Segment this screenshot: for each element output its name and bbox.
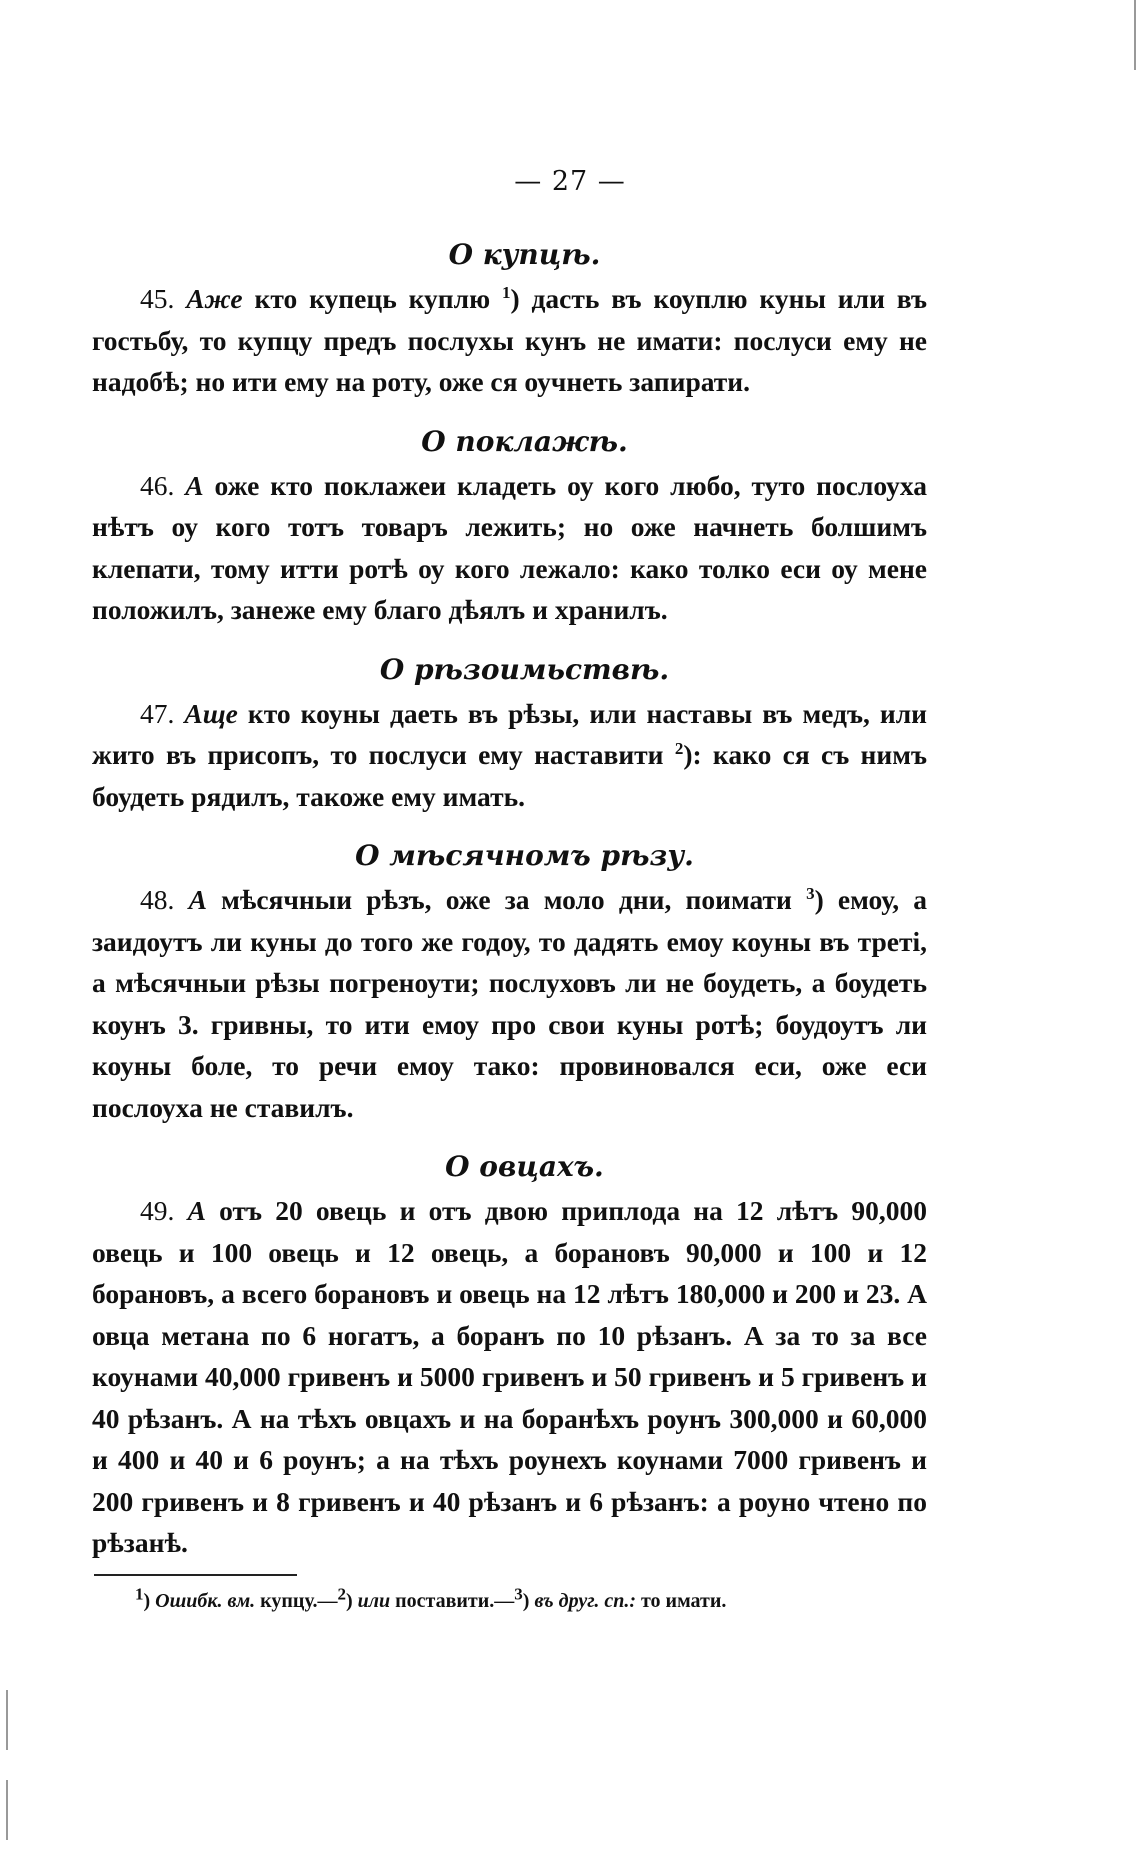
article-text: отъ 20 овець и отъ двою приплода на 12 лѣтъ 90,000 овець и 100 овець и 12 овець, а борановъ 90,000 и 100 и 12 борановъ, а всего борановъ и овець на 12 лѣтъ 180,000 и 200 и 23. А овца метана по 6 ногатъ, а боранъ по 10 рѣзанъ. А за то за все коунами 40,000 гривенъ и 5000 гривенъ и 50 гривенъ и 5 гривенъ и 40 рѣзанъ. А на тѣхъ овцахъ и на боранѣхъ роунъ 300,000 и 60,000 и 400 и 40 и 6 роунъ; а на тѣхъ роунехъ коунами 7000 гривенъ и 200 гривенъ и 8 гривенъ и 40 рѣзанъ и 6 рѣзанъ: а роуно чтено по рѣзанѣ. (92, 1195, 927, 1558)
article-text: кто коуны даеть въ рѣзы, или наставы въ медъ, или жито въ присопъ, то послуси ему наставити (92, 697, 927, 770)
article-number: 49. (140, 1195, 175, 1226)
scan-edge-mark (6, 1780, 8, 1840)
article-46 (92, 465, 927, 631)
footnote-label: въ друг. сп.: (534, 1590, 636, 1612)
article-number: 45. (140, 283, 175, 314)
article-text: ) дасть въ коуплю куны или въ гостьбу, то купцу предъ послухы кунъ не имати: послуси ему не надобѣ; но ити ему на роту, оже ся оучнеть запирати. (92, 283, 927, 397)
footnote-ref: 1 (501, 282, 511, 302)
footnote-text: поставити.— (390, 1590, 515, 1612)
article-text: оже кто поклажеи кладеть оу кого любо, туто послоуха нѣтъ оу кого тотъ товаръ лежить; но оже начнеть болшимъ клепати, тому итти ротѣ оу кого лежало: како толко еси оу мене положилъ, занеже ему благо дѣялъ и хранилъ. (92, 469, 927, 625)
footnote-marker: 1 (135, 1584, 144, 1604)
footnotes: $^1$) Ошибк. вм. купцу.—$^2$) или поставити.—$^3$) въ друг. сп.: то имати. (135, 1584, 727, 1612)
article-47 (92, 693, 927, 818)
article-text: кто купець куплю (242, 283, 502, 314)
scan-edge-mark (1134, 0, 1136, 70)
article-number: 47. (140, 697, 175, 729)
page-number: — 27 — (514, 166, 626, 197)
section-title-49: О овцахъ. (445, 1150, 604, 1183)
section-title-47: О рѣзоимьствѣ. (379, 652, 670, 686)
article-number: 46. (140, 469, 175, 501)
footnote-ref: 3 (806, 883, 815, 903)
footnote-text: то имати. (635, 1590, 727, 1612)
article-initial: Аже (186, 283, 243, 314)
footnote-marker: 3 (514, 1584, 523, 1604)
footnote-text: купцу.— (255, 1590, 338, 1612)
footnote-ref: 2 (674, 738, 684, 758)
page-content (92, 232, 927, 1580)
article-49 (92, 1190, 927, 1564)
section-title-46: О поклажѣ. (421, 424, 628, 458)
footnote-label: или (357, 1590, 391, 1612)
article-text: мѣсячныи рѣзъ, оже за моло дни, поимати (206, 884, 807, 915)
article-48 (92, 879, 927, 1128)
article-initial: А (185, 469, 204, 501)
article-initial: А (187, 1195, 206, 1226)
article-number: 48. (140, 884, 175, 915)
article-45 (92, 278, 927, 403)
footnote-label: Ошибк. вм. (155, 1590, 256, 1612)
article-initial: А (188, 884, 207, 915)
footnote-separator (94, 1574, 297, 1576)
section-title-45: О купцѣ. (448, 238, 601, 271)
article-initial: Аще (184, 697, 238, 729)
article-text: ): како ся съ нимъ боудеть рядилъ, такоже ему имать. (92, 739, 927, 812)
scan-edge-mark (6, 1690, 8, 1750)
section-title-48: О мѣсячномъ рѣзу. (355, 839, 694, 872)
article-text: ) емоу, а заидоутъ ли куны до того же годоу, то дадять емоу коуны въ треті, а мѣсячныи рѣзы погреноути; послуховъ ли не боудеть, а боудеть коунъ 3. гривны, то ити емоу про свои куны ротѣ; боудоутъ ли коуны боле, то речи емоу тако: провиновался еси, оже еси послоуха не ставилъ. (92, 884, 927, 1123)
footnote-marker: 2 (337, 1584, 346, 1604)
